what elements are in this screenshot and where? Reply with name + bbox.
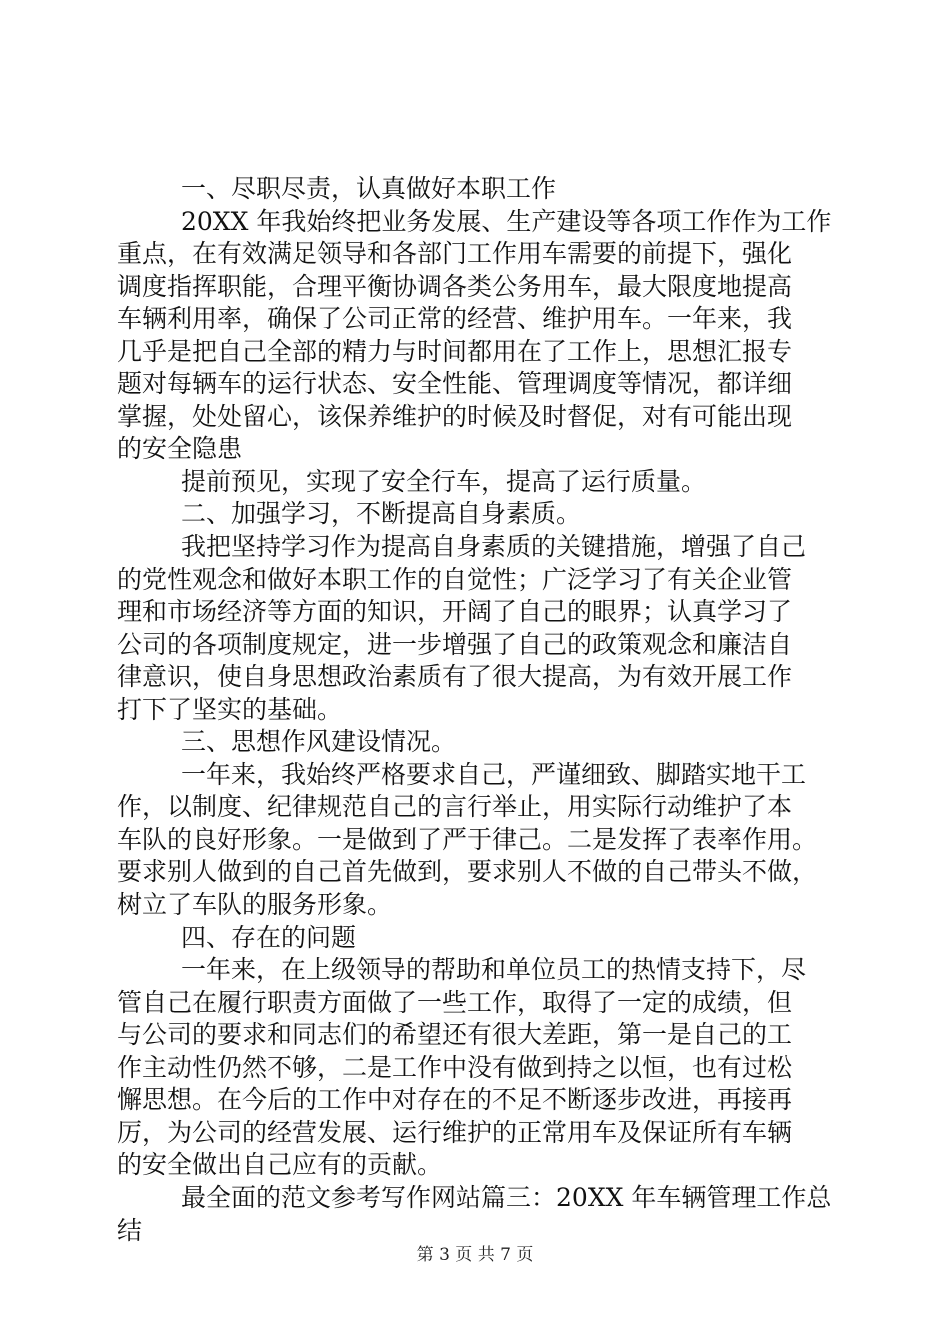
text-line: 车队的良好形象。一是做到了严于律己。二是发挥了表率作用。: [117, 824, 818, 854]
text-line: 作，以制度、纪律规范自己的言行举止，用实际行动维护了本: [117, 792, 793, 822]
document-body: [117, 173, 839, 1247]
text-line: 结: [117, 1215, 143, 1245]
page-number-footer: 第 3 页 共 7 页: [416, 1245, 534, 1265]
text-line: 管自己在履行职责方面做了一些工作，取得了一定的成绩，但: [117, 987, 793, 1017]
text-line: 二、加强学习，不断提高自身素质。: [181, 499, 582, 529]
text-line: 树立了车队的服务形象。: [117, 890, 393, 920]
text-line: 几乎是把自己全部的精力与时间都用在了工作上，思想汇报专: [117, 336, 793, 366]
text-line: 公司的各项制度规定，进一步增强了自己的政策观念和廉洁自: [117, 629, 793, 659]
text-line: 律意识，使自身思想政治素质有了很大提高，为有效开展工作: [117, 662, 793, 692]
text-line: 三、思想作风建设情况。: [181, 727, 457, 757]
text-line: 题对每辆车的运行状态、安全性能、管理调度等情况，都详细: [117, 369, 793, 399]
text-line: 我把坚持学习作为提高自身素质的关键措施，增强了自己: [181, 532, 807, 562]
text-line: 四、存在的问题: [181, 922, 357, 952]
text-line: 提前预见，实现了安全行车，提高了运行质量。: [181, 466, 707, 496]
text-line: 要求别人做到的自己首先做到，要求别人不做的自己带头不做，: [117, 857, 818, 887]
text-line: 一年来，在上级领导的帮助和单位员工的热情支持下，尽: [181, 955, 807, 985]
text-line: 调度指挥职能，合理平衡协调各类公务用车，最大限度地提高: [117, 271, 793, 301]
text-line: 20XX 年我始终把业务发展、生产建设等各项工作作为工作: [181, 206, 832, 236]
text-line: 一、尽职尽责，认真做好本职工作: [181, 174, 557, 203]
text-line: 与公司的要求和同志们的希望还有很大差距，第一是自己的工: [117, 1020, 793, 1050]
text-line: 重点，在有效满足领导和各部门工作用车需要的前提下，强化: [117, 239, 793, 269]
text-line: 的安全做出自己应有的贡献。: [117, 1150, 443, 1180]
text-line: 车辆利用率，确保了公司正常的经营、维护用车。一年来，我: [117, 304, 793, 334]
text-line: 的党性观念和做好本职工作的自觉性；广泛学习了有关企业管: [117, 564, 793, 594]
text-line: 一年来，我始终严格要求自己，严谨细致、脚踏实地干工: [181, 759, 807, 789]
text-line: 懈思想。在今后的工作中对存在的不足不断逐步改进，再接再: [117, 1085, 793, 1115]
text-line: 的安全隐患: [117, 434, 243, 464]
text-line: 打下了坚实的基础。: [117, 694, 343, 724]
text-line: 厉，为公司的经营发展、运行维护的正常用车及保证所有车辆: [117, 1117, 793, 1147]
text-line: 掌握，处处留心，该保养维护的时候及时督促，对有可能出现: [117, 401, 793, 431]
text-line: 作主动性仍然不够，二是工作中没有做到持之以恒，也有过松: [117, 1052, 793, 1082]
text-line: 理和市场经济等方面的知识，开阔了自己的眼界；认真学习了: [117, 597, 793, 627]
text-line: 最全面的范文参考写作网站篇三：20XX 年车辆管理工作总: [181, 1182, 832, 1212]
